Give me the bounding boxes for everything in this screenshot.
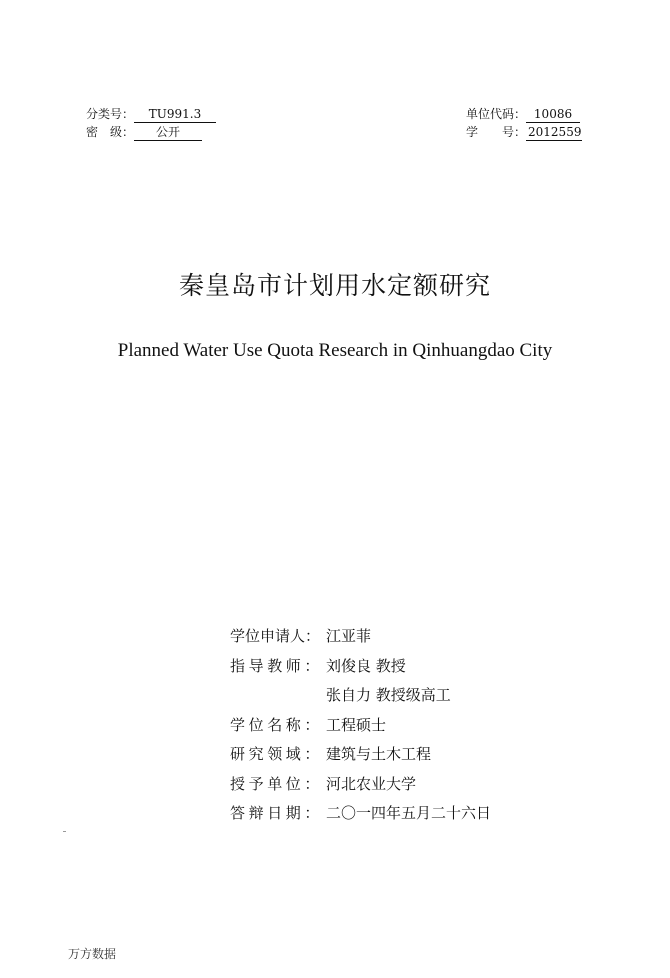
date-row: [230, 803, 491, 833]
title-chinese: 秦皇岛市计划用水定额研究: [178, 271, 491, 300]
classification-value: TU991.3: [134, 106, 216, 123]
degree-label: 学位名称：: [230, 715, 324, 734]
field-row: [230, 744, 491, 774]
unit-label: 授予单位：: [230, 774, 324, 793]
advisor-row-2: [230, 685, 491, 715]
student-id-row: [466, 124, 582, 142]
advisor-label: 指导教师：: [230, 656, 324, 675]
unit-value: 河北农业大学: [326, 774, 417, 793]
date-label: 答辩日期：: [230, 804, 324, 822]
field-label: 研究领域：: [230, 745, 324, 763]
degree-value: 工程硕士: [326, 715, 387, 734]
advisor-row: [230, 656, 491, 686]
thesis-info: [230, 626, 491, 833]
footer-watermark: 万方数据: [68, 947, 117, 961]
classification-label: 分类号：: [86, 107, 135, 121]
advisor-value-1: 刘俊良 教授: [326, 656, 406, 675]
applicant-value: 江亚菲: [326, 627, 372, 645]
student-id-value: 2012559: [528, 125, 582, 139]
unit-code-row: [466, 106, 582, 124]
title-english: Planned Water Use Quota Research in Qinhuangdao City: [117, 340, 553, 361]
secret-label: 密 级：: [86, 125, 135, 139]
applicant-label: 学位申请人：: [230, 627, 321, 645]
secret-row: [86, 124, 216, 142]
scan-speck: [63, 831, 66, 832]
degree-row: [230, 715, 491, 745]
meta-left: [86, 106, 216, 142]
unit-row: [230, 774, 491, 804]
advisor-value-2: 张自力 教授级高工: [326, 686, 451, 704]
secret-value: 公开: [134, 124, 202, 141]
applicant-row: [230, 626, 491, 656]
unit-code-value: 10086: [526, 106, 580, 123]
unit-code-label: 单位代码：: [466, 107, 527, 121]
student-id-label: 学 号：: [466, 125, 527, 139]
meta-right: [466, 106, 582, 142]
field-value: 建筑与土木工程: [326, 745, 432, 763]
classification-row: [86, 106, 216, 124]
date-value: 二〇一四年五月二十六日: [326, 804, 492, 822]
